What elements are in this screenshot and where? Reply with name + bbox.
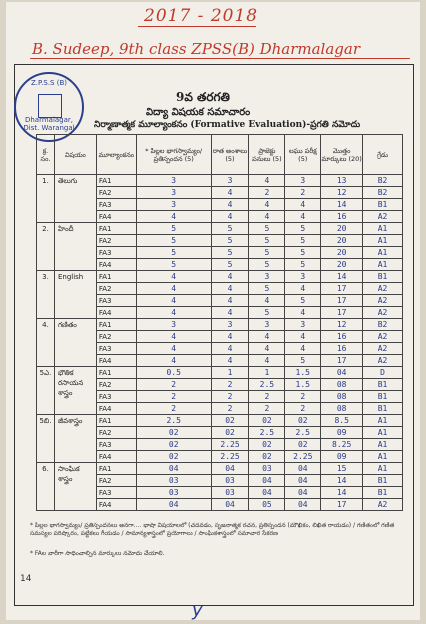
year-underline (138, 26, 256, 27)
subject-number: 4. (37, 319, 55, 367)
total-marks: 15 (321, 463, 363, 475)
grade: A2 (363, 499, 403, 511)
project-score: 4 (249, 343, 285, 355)
project-score: 5 (249, 259, 285, 271)
grade: B2 (363, 175, 403, 187)
fa-label: FA3 (96, 343, 136, 355)
participation-score: 04 (136, 499, 211, 511)
signature: y (192, 600, 203, 621)
short-test-score: 2 (285, 403, 321, 415)
grade: B2 (363, 319, 403, 331)
table-row (37, 271, 403, 283)
written-score: 2 (211, 403, 249, 415)
total-marks: 08 (321, 379, 363, 391)
short-test-score: 02 (285, 439, 321, 451)
fa-label: FA2 (96, 187, 136, 199)
project-score: 04 (249, 487, 285, 499)
written-score: 3 (211, 319, 249, 331)
fa-label: FA3 (96, 487, 136, 499)
project-score: 5 (249, 283, 285, 295)
participation-score: 02 (136, 427, 211, 439)
project-score: 3 (249, 319, 285, 331)
emblem-icon (38, 94, 62, 118)
grade: A2 (363, 331, 403, 343)
fa-label: FA3 (96, 247, 136, 259)
fa-label: FA1 (96, 319, 136, 331)
short-test-score: 2 (285, 391, 321, 403)
project-score: 5 (249, 235, 285, 247)
participation-score: 4 (136, 355, 211, 367)
grade: A1 (363, 247, 403, 259)
grade: B1 (363, 271, 403, 283)
grade: B2 (363, 187, 403, 199)
grade: B1 (363, 403, 403, 415)
project-score: 5 (249, 223, 285, 235)
short-test-score: 5 (285, 235, 321, 247)
grade: A2 (363, 211, 403, 223)
short-test-score: 04 (285, 475, 321, 487)
participation-score: 04 (136, 463, 211, 475)
footnote: * పిల్లల భాగస్వామ్యం/ ప్రతిస్పందనలు అనగా.... భాషా విషయాలలో (చదవడం, సృజనాత్మక రచన, ప్రతిస్పందన (మౌఖికం, లిఖిత రాయడం) / గణితంలో గణిత సమస్యల పరిష్కారం, పట్టికలు గీయడం / సామాన్యశాస్త్రంలో ప్రయోగాలు / సాంఘికశాస్త్రంలో సమాచార సేకరణ (30, 522, 395, 537)
table-row (37, 463, 403, 475)
short-test-score: 04 (285, 499, 321, 511)
total-marks: 8.25 (321, 439, 363, 451)
short-test-score: 5 (285, 247, 321, 259)
grade: A1 (363, 259, 403, 271)
fa-label: FA1 (96, 415, 136, 427)
written-score: 5 (211, 235, 249, 247)
project-score: 2 (249, 187, 285, 199)
participation-score: 5 (136, 247, 211, 259)
total-marks: 17 (321, 499, 363, 511)
fa-label: FA1 (96, 367, 136, 379)
total-marks: 17 (321, 307, 363, 319)
grade: A2 (363, 295, 403, 307)
col-header: విషయం (54, 135, 96, 175)
participation-score: 5 (136, 223, 211, 235)
fa-label: FA3 (96, 295, 136, 307)
participation-score: 03 (136, 487, 211, 499)
fa-label: FA4 (96, 211, 136, 223)
total-marks: 17 (321, 283, 363, 295)
participation-score: 0.5 (136, 367, 211, 379)
written-score: 4 (211, 355, 249, 367)
total-marks: 12 (321, 187, 363, 199)
grade: A1 (363, 427, 403, 439)
footnote-fa: * FAల వారీగా సాధించాల్సిన మార్కులు నమోదు చేయాలి. (30, 550, 165, 557)
participation-score: 4 (136, 211, 211, 223)
written-score: 4 (211, 187, 249, 199)
subject-number: 2. (37, 223, 55, 271)
written-score: 04 (211, 499, 249, 511)
grade: A2 (363, 307, 403, 319)
written-score: 4 (211, 307, 249, 319)
project-score: 1 (249, 367, 285, 379)
total-marks: 20 (321, 259, 363, 271)
fa-label: FA1 (96, 271, 136, 283)
subject-name: English (54, 271, 96, 319)
written-score: 2.25 (211, 451, 249, 463)
participation-score: 02 (136, 439, 211, 451)
participation-score: 2.5 (136, 415, 211, 427)
fa-label: FA4 (96, 355, 136, 367)
evaluation-table (36, 134, 403, 511)
written-score: 5 (211, 259, 249, 271)
grade: A1 (363, 439, 403, 451)
subject-number: 1. (37, 175, 55, 223)
subtitle: విద్యా విషయక సమాచారం (146, 107, 251, 118)
col-header: ప్రాజెక్టు పనులు (5) (249, 135, 285, 175)
grade: A1 (363, 415, 403, 427)
participation-score: 3 (136, 187, 211, 199)
fa-label: FA2 (96, 331, 136, 343)
short-test-score: 1.5 (285, 367, 321, 379)
fa-label: FA3 (96, 439, 136, 451)
short-test-score: 5 (285, 259, 321, 271)
short-test-score: 4 (285, 283, 321, 295)
total-marks: 14 (321, 271, 363, 283)
fa-label: FA4 (96, 499, 136, 511)
participation-score: 5 (136, 259, 211, 271)
subject-name: సాంఘిక శాస్త్రం (54, 463, 96, 511)
fa-label: FA4 (96, 307, 136, 319)
short-test-score: 4 (285, 211, 321, 223)
col-header: క్ర. సం. (37, 135, 55, 175)
grade: B1 (363, 379, 403, 391)
grade: B1 (363, 487, 403, 499)
table-row (37, 175, 403, 187)
subject-name: జీవశాస్త్రం (54, 415, 96, 463)
fa-label: FA3 (96, 391, 136, 403)
participation-score: 4 (136, 343, 211, 355)
project-score: 2 (249, 391, 285, 403)
project-score: 4 (249, 295, 285, 307)
grade: D (363, 367, 403, 379)
col-header: గ్రేడు (363, 135, 403, 175)
project-score: 5 (249, 307, 285, 319)
project-score: 3 (249, 271, 285, 283)
table-row (37, 415, 403, 427)
fa-label: FA2 (96, 475, 136, 487)
participation-score: 4 (136, 271, 211, 283)
page-number: 14 (20, 574, 32, 584)
total-marks: 13 (321, 175, 363, 187)
participation-score: 5 (136, 235, 211, 247)
written-score: 04 (211, 463, 249, 475)
participation-score: 4 (136, 307, 211, 319)
project-score: 5 (249, 247, 285, 259)
short-test-score: 4 (285, 199, 321, 211)
fa-label: FA2 (96, 379, 136, 391)
report-card-page (6, 2, 420, 620)
fa-label: FA4 (96, 451, 136, 463)
written-score: 02 (211, 415, 249, 427)
participation-score: 3 (136, 199, 211, 211)
short-test-score: 5 (285, 355, 321, 367)
project-score: 2 (249, 403, 285, 415)
short-test-score: 5 (285, 295, 321, 307)
written-score: 5 (211, 223, 249, 235)
written-score: 2 (211, 379, 249, 391)
handwritten-student-line: B. Sudeep, 9th class ZPSS(B) Dharmalagar (32, 40, 361, 58)
short-test-score: 4 (285, 343, 321, 355)
short-test-score: 04 (285, 487, 321, 499)
written-score: 03 (211, 487, 249, 499)
written-score: 4 (211, 283, 249, 295)
project-score: 2.5 (249, 379, 285, 391)
project-score: 03 (249, 463, 285, 475)
subject-number: 3. (37, 271, 55, 319)
total-marks: 16 (321, 211, 363, 223)
stamp-top-text: Z.P.S.S (B) (31, 79, 67, 87)
written-score: 2 (211, 391, 249, 403)
total-marks: 20 (321, 235, 363, 247)
participation-score: 4 (136, 331, 211, 343)
written-score: 3 (211, 175, 249, 187)
fa-label: FA2 (96, 427, 136, 439)
total-marks: 08 (321, 391, 363, 403)
grade: B1 (363, 391, 403, 403)
short-test-score: 4 (285, 331, 321, 343)
stamp-bottom-text: Dharmalagar, Dist. Warangal (23, 116, 75, 132)
short-test-score: 1.5 (285, 379, 321, 391)
participation-score: 3 (136, 175, 211, 187)
total-marks: 08 (321, 403, 363, 415)
written-score: 4 (211, 331, 249, 343)
written-score: 4 (211, 295, 249, 307)
short-test-score: 3 (285, 271, 321, 283)
written-score: 4 (211, 343, 249, 355)
written-score: 4 (211, 271, 249, 283)
total-marks: 8.5 (321, 415, 363, 427)
participation-score: 4 (136, 295, 211, 307)
total-marks: 09 (321, 451, 363, 463)
participation-score: 3 (136, 319, 211, 331)
col-header: * పిల్లల భాగస్వామ్యం/ ప్రతిస్పందన (5) (136, 135, 211, 175)
project-score: 4 (249, 331, 285, 343)
project-score: 02 (249, 451, 285, 463)
total-marks: 14 (321, 199, 363, 211)
fa-label: FA4 (96, 403, 136, 415)
total-marks: 20 (321, 223, 363, 235)
fa-label: FA4 (96, 259, 136, 271)
written-score: 03 (211, 475, 249, 487)
fa-label: FA2 (96, 283, 136, 295)
project-score: 02 (249, 439, 285, 451)
col-header: రాత అంశాలు (5) (211, 135, 249, 175)
project-score: 4 (249, 355, 285, 367)
grade: A1 (363, 463, 403, 475)
fa-label: FA1 (96, 463, 136, 475)
total-marks: 16 (321, 331, 363, 343)
grade: A1 (363, 223, 403, 235)
grade: B1 (363, 475, 403, 487)
grade: A1 (363, 235, 403, 247)
grade: B1 (363, 199, 403, 211)
subject-number: 6. (37, 463, 55, 511)
col-header: మూల్యాంకనం (96, 135, 136, 175)
short-test-score: 3 (285, 319, 321, 331)
participation-score: 2 (136, 379, 211, 391)
short-test-score: 04 (285, 463, 321, 475)
project-score: 05 (249, 499, 285, 511)
header-row (37, 135, 403, 175)
project-score: 02 (249, 415, 285, 427)
total-marks: 17 (321, 355, 363, 367)
participation-score: 4 (136, 283, 211, 295)
written-score: 1 (211, 367, 249, 379)
table-row (37, 319, 403, 331)
short-test-score: 4 (285, 307, 321, 319)
project-score: 2.5 (249, 427, 285, 439)
grade: A2 (363, 343, 403, 355)
written-score: 2.25 (211, 439, 249, 451)
short-test-score: 5 (285, 223, 321, 235)
subject-name: హిందీ (54, 223, 96, 271)
school-stamp (14, 72, 84, 142)
subject-name: గణితం (54, 319, 96, 367)
subject-name: భౌతిక రసాయన శాస్త్రం (54, 367, 96, 415)
grade: A2 (363, 283, 403, 295)
total-marks: 20 (321, 247, 363, 259)
short-test-score: 02 (285, 415, 321, 427)
participation-score: 2 (136, 403, 211, 415)
total-marks: 04 (321, 367, 363, 379)
written-score: 02 (211, 427, 249, 439)
written-score: 4 (211, 211, 249, 223)
total-marks: 17 (321, 295, 363, 307)
participation-score: 03 (136, 475, 211, 487)
col-header: మొత్తం మార్కులు (20) (321, 135, 363, 175)
class-title: 9వ తరగతి (176, 90, 230, 104)
written-score: 5 (211, 247, 249, 259)
grade: A1 (363, 451, 403, 463)
subject-number: 5ఎ. (37, 367, 55, 415)
student-underline (30, 58, 410, 59)
short-test-score: 3 (285, 175, 321, 187)
participation-score: 2 (136, 391, 211, 403)
written-score: 4 (211, 199, 249, 211)
handwritten-year: 2017 - 2018 (144, 6, 259, 26)
total-marks: 12 (321, 319, 363, 331)
short-test-score: 2.5 (285, 427, 321, 439)
short-test-score: 2 (285, 187, 321, 199)
fa-label: FA1 (96, 175, 136, 187)
subject-name: తెలుగు (54, 175, 96, 223)
total-marks: 14 (321, 475, 363, 487)
project-score: 4 (249, 175, 285, 187)
table-row (37, 223, 403, 235)
short-test-score: 2.25 (285, 451, 321, 463)
grade: A2 (363, 355, 403, 367)
participation-score: 02 (136, 451, 211, 463)
project-score: 4 (249, 199, 285, 211)
col-header: లఘు పరీక్ష (5) (285, 135, 321, 175)
fa-label: FA1 (96, 223, 136, 235)
total-marks: 14 (321, 487, 363, 499)
table-row (37, 367, 403, 379)
total-marks: 16 (321, 343, 363, 355)
project-score: 04 (249, 475, 285, 487)
fa-label: FA3 (96, 199, 136, 211)
total-marks: 09 (321, 427, 363, 439)
project-score: 4 (249, 211, 285, 223)
table-body (37, 175, 403, 511)
fa-label: FA2 (96, 235, 136, 247)
evaluation-heading: నిర్మాణాత్మక మూల్యాంకనం (Formative Evaluation)-ప్రగతి నమోదు (94, 120, 361, 130)
subject-number: 5బి. (37, 415, 55, 463)
